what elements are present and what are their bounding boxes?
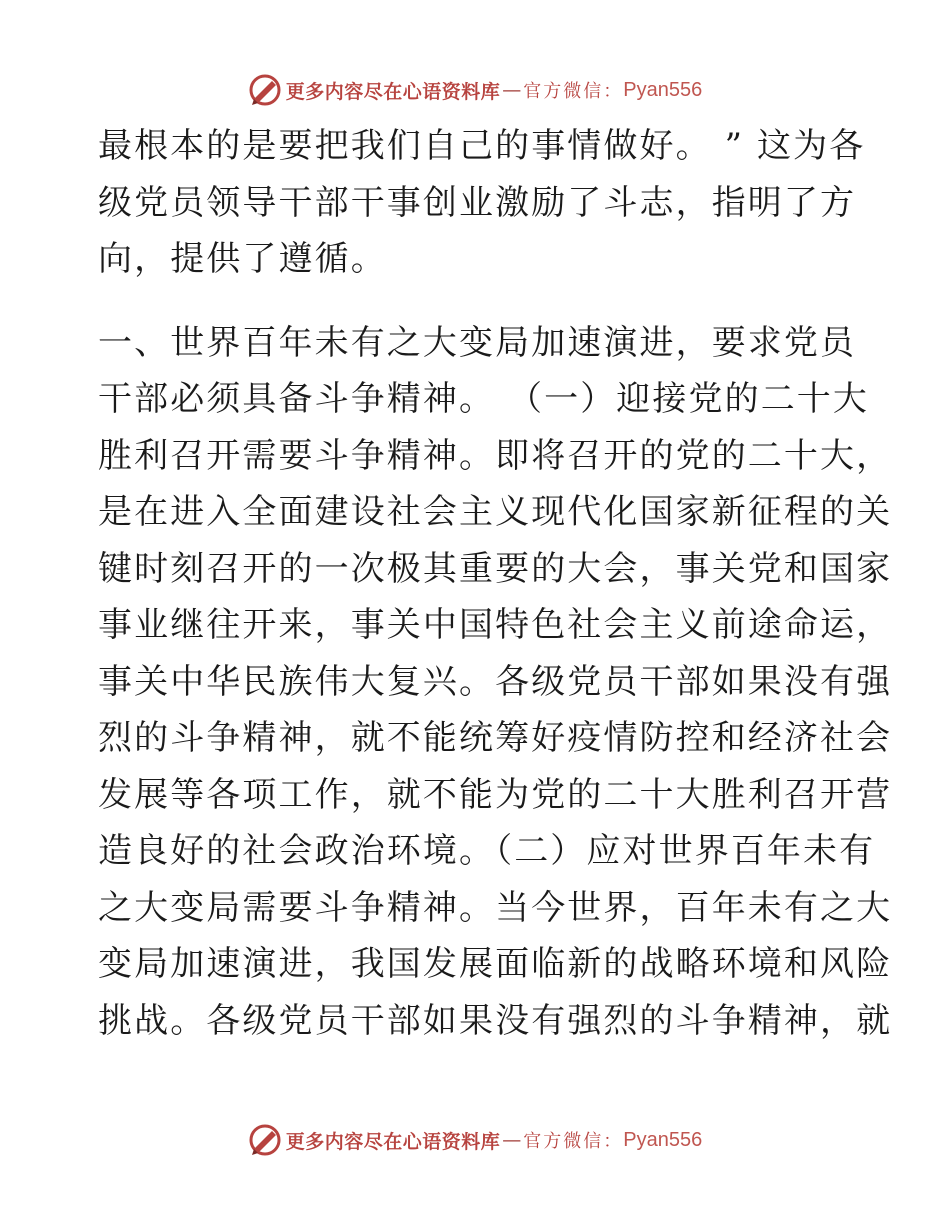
- text-line: 最根本的是要把我们自己的事情做好。 ” 这为各: [98, 126, 866, 166]
- banner-wechat-label: 官方微信：: [523, 1131, 624, 1152]
- banner-wechat-id: Pyan556: [623, 1128, 703, 1151]
- text-line: 烈的斗争精神，就不能统筹好疫情防控和经济社会: [98, 718, 893, 758]
- document-body: [98, 118, 893, 1049]
- text-line: 发展等各项工作，就不能为党的二十大胜利召开营: [98, 774, 893, 815]
- banner-main-text: 更多内容尽在心语资料库: [285, 1130, 501, 1153]
- footer-watermark-banner: [0, 1120, 950, 1160]
- banner-wechat-label: 官方微信：: [523, 81, 624, 102]
- text-line: 键时刻召开的一次极其重要的大会，事关党和国家: [98, 548, 893, 589]
- text-line: 胜利召开需要斗争精神。即将召开的党的二十大，: [98, 435, 893, 476]
- text-line: 是在进入全面建设社会主义现代化国家新征程的关: [98, 492, 893, 532]
- text-line: 之大变局需要斗争精神。当今世界，百年未有之大: [98, 887, 893, 928]
- text-line: 一、世界百年未有之大变局加速演进，要求党员: [98, 322, 857, 363]
- text-line: 变局加速演进，我国发展面临新的战略环境和风险: [98, 944, 893, 984]
- text-line: 向，提供了遵循。: [98, 239, 387, 279]
- pen-logo-icon: [248, 1123, 282, 1157]
- text-line: 级党员领导干部干事创业激励了斗志，指明了方: [98, 182, 857, 223]
- paragraph: [98, 315, 893, 1050]
- text-line: 事关中华民族伟大复兴。各级党员干部如果没有强: [98, 661, 893, 702]
- banner-dash: —: [502, 79, 522, 101]
- text-line: 造良好的社会政治环境。（二）应对世界百年未有: [98, 831, 876, 871]
- text-line: 事业继往开来，事关中国特色社会主义前途命运，: [98, 605, 893, 645]
- text-line: 干部必须具备斗争精神。 （一）迎接党的二十大: [98, 379, 870, 419]
- text-line: 挑战。各级党员干部如果没有强烈的斗争精神，就: [98, 1000, 893, 1041]
- banner-wechat-id: Pyan556: [623, 78, 703, 101]
- paragraph: [98, 118, 866, 288]
- pen-logo-icon: [248, 73, 282, 107]
- banner-dash: —: [502, 1129, 522, 1151]
- banner-main-text: 更多内容尽在心语资料库: [285, 80, 501, 103]
- header-watermark-banner: [0, 70, 950, 110]
